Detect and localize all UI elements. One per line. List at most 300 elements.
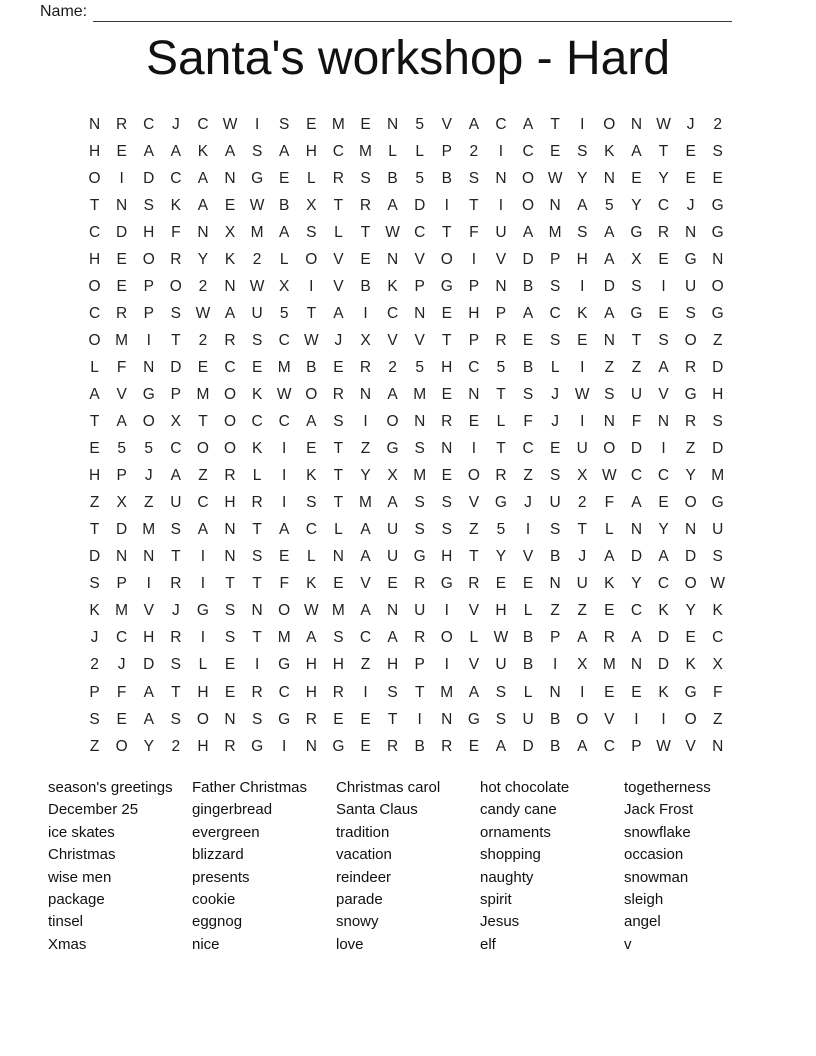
grid-cell: E [549, 142, 561, 160]
grid-cell: O [711, 277, 724, 295]
grid-cell: S [495, 710, 507, 728]
word-list-item: Jack Frost [624, 801, 694, 819]
grid-cell: E [658, 304, 669, 322]
grid-cell: Z [198, 467, 208, 485]
grid-cell: N [657, 413, 670, 431]
word-list-item: Father Christmas [192, 779, 308, 796]
grid-cell: C [414, 223, 426, 241]
grid-cell: O [278, 602, 291, 620]
word-list-item: vacation [336, 846, 392, 864]
grid-cell: J [334, 331, 343, 349]
grid-cell: R [224, 467, 236, 485]
grid-cell: X [360, 331, 371, 349]
grid-cell: B [522, 358, 534, 376]
grid-cell: C [251, 413, 263, 431]
grid-cell: S [685, 304, 696, 322]
grid-cell: Y [495, 548, 507, 566]
grid-cell: R [386, 737, 399, 755]
grid-cell: R [332, 385, 344, 403]
grid-cell: R [305, 710, 317, 728]
grid-cell: L [198, 656, 208, 674]
grid-cell: L [415, 142, 424, 160]
grid-cell: S [495, 683, 507, 701]
grid-cell: V [387, 331, 398, 349]
grid-cell: X [116, 494, 127, 512]
grid-cell: Z [89, 494, 100, 512]
grid-cell: O [522, 169, 535, 187]
grid-cell: H [441, 548, 453, 566]
grid-cell: I [119, 169, 124, 187]
grid-cell: N [603, 413, 615, 431]
grid-cell: C [197, 494, 209, 512]
grid-cell: D [143, 656, 155, 674]
grid-cell: G [196, 602, 209, 620]
grid-cell: I [444, 196, 449, 214]
grid-cell: N [143, 358, 155, 376]
grid-cell: 5 [415, 169, 424, 187]
grid-cell: G [278, 656, 291, 674]
grid-cell: K [387, 277, 398, 295]
grid-cell: P [89, 683, 100, 701]
grid-cell: Z [360, 656, 371, 674]
grid-cell: D [88, 548, 101, 566]
grid-cell: A [143, 683, 154, 701]
grid-cell: R [251, 494, 263, 512]
grid-cell: I [580, 358, 585, 376]
grid-cell: A [116, 413, 127, 431]
grid-cell: Z [712, 331, 723, 349]
grid-cell: E [306, 440, 317, 458]
grid-cell: O [223, 413, 237, 431]
grid-cell: S [549, 521, 561, 539]
grid-cell: I [580, 115, 585, 133]
grid-cell: I [661, 277, 666, 295]
word-list-item: presents [192, 868, 250, 886]
word-list-column [192, 777, 336, 956]
grid-cell: G [494, 494, 507, 512]
grid-cell: U [576, 575, 588, 593]
grid-cell: J [686, 196, 695, 214]
grid-cell: N [332, 548, 344, 566]
grid-cell: I [200, 548, 206, 566]
grid-cell: E [441, 304, 452, 322]
grid-cell: A [89, 385, 100, 403]
grid-cell: Z [89, 737, 100, 755]
grid-cell: S [251, 142, 263, 160]
grid-cell: F [116, 683, 127, 701]
grid-cell: L [90, 358, 99, 376]
grid-cell: H [441, 358, 453, 376]
grid-cell: S [604, 385, 615, 403]
grid-cell: D [630, 548, 643, 566]
grid-cell: G [630, 223, 643, 241]
grid-cell: A [197, 521, 209, 539]
grid-cell: K [658, 683, 669, 701]
grid-cell: U [414, 602, 426, 620]
grid-cell: S [170, 656, 181, 674]
grid-cell: M [277, 358, 291, 376]
word-list-column [480, 777, 624, 956]
grid-cell: T [252, 521, 262, 539]
grid-cell: R [495, 331, 507, 349]
grid-cell: I [363, 304, 368, 322]
grid-cell: W [249, 196, 265, 214]
grid-cell: T [631, 331, 642, 349]
grid-cell: X [306, 196, 317, 214]
grid-cell: R [170, 575, 182, 593]
grid-cell: 2 [469, 142, 479, 160]
word-list-item: hot chocolate [480, 779, 570, 796]
grid-cell: J [90, 629, 99, 647]
word-list-item: shopping [480, 846, 541, 864]
grid-cell: M [142, 521, 156, 539]
grid-cell: A [170, 467, 181, 485]
grid-cell: S [414, 440, 425, 458]
grid-cell: N [116, 548, 128, 566]
grid-cell: V [360, 575, 371, 593]
grid-cell: A [224, 304, 236, 322]
grid-cell: P [414, 656, 425, 674]
name-row [40, 2, 732, 22]
grid-cell: Z [631, 358, 642, 376]
grid-cell: T [442, 223, 452, 241]
grid-cell: S [712, 142, 723, 160]
word-list-item: naughty [480, 868, 534, 886]
grid-cell: N [386, 115, 399, 133]
grid-cell: R [359, 196, 372, 214]
grid-cell: L [523, 683, 533, 701]
grid-cell: E [89, 440, 100, 458]
grid-cell: X [577, 656, 588, 674]
grid-cell: 5 [415, 358, 424, 376]
word-list-item: nice [192, 935, 220, 953]
word-list-item: wise men [48, 868, 112, 886]
grid-cell: S [522, 385, 534, 403]
grid-cell: H [143, 223, 155, 241]
grid-cell: Y [658, 521, 669, 539]
grid-cell: N [414, 413, 426, 431]
grid-cell: P [116, 467, 127, 485]
page-title: Santa's workshop - Hard [145, 32, 671, 85]
grid-cell: V [685, 737, 696, 755]
grid-cell: D [143, 169, 155, 187]
word-list-item: tinsel [48, 913, 84, 931]
grid-cell: R [170, 250, 182, 268]
grid-cell: S [279, 115, 290, 133]
grid-cell: S [414, 494, 425, 512]
grid-cell: H [495, 602, 507, 620]
grid-cell: O [684, 494, 697, 512]
grid-cell: N [712, 250, 724, 268]
grid-cell: A [197, 169, 209, 187]
grid-cell: E [360, 710, 371, 728]
grid-cell: X [387, 467, 398, 485]
grid-cell: X [224, 223, 236, 241]
grid-cell: A [522, 223, 534, 241]
grid-cell: Y [685, 602, 696, 620]
grid-cell: P [143, 304, 154, 322]
grid-cell: Z [712, 710, 723, 728]
grid-cell: E [685, 142, 696, 160]
grid-cell: G [711, 196, 724, 214]
grid-cell: I [282, 467, 287, 485]
grid-cell: S [170, 304, 181, 322]
grid-cell: Z [604, 358, 615, 376]
grid-cell: A [170, 142, 181, 160]
grid-cell: S [251, 710, 263, 728]
letter-grid [81, 111, 731, 760]
grid-cell: H [88, 250, 101, 268]
grid-cell: L [306, 169, 316, 187]
word-list-item: season's greetings [48, 779, 173, 796]
grid-cell: O [115, 737, 128, 755]
grid-cell: E [251, 358, 263, 376]
grid-cell: R [414, 575, 426, 593]
grid-cell: W [547, 169, 563, 187]
grid-cell: L [605, 521, 614, 539]
grid-cell: I [580, 413, 585, 431]
grid-cell: L [334, 521, 343, 539]
grid-cell: O [88, 277, 101, 295]
grid-cell: E [468, 737, 480, 755]
grid-cell: Z [469, 521, 479, 539]
grid-cell: A [658, 358, 669, 376]
grid-cell: H [305, 683, 317, 701]
grid-cell: Y [685, 467, 696, 485]
grid-cell: F [116, 358, 127, 376]
grid-cell: S [306, 223, 317, 241]
grid-cell: T [306, 304, 317, 322]
grid-cell: E [333, 358, 344, 376]
grid-cell: C [630, 602, 643, 620]
name-blank-line [93, 2, 732, 22]
grid-cell: C [495, 115, 507, 133]
grid-cell: D [657, 656, 670, 674]
grid-cell: J [171, 115, 180, 133]
grid-cell: O [603, 440, 616, 458]
grid-cell: A [387, 385, 398, 403]
grid-cell: W [195, 304, 211, 322]
grid-cell: I [471, 440, 477, 458]
grid-cell: O [603, 115, 616, 133]
grid-cell: P [631, 737, 642, 755]
grid-cell: O [440, 629, 453, 647]
grid-cell: D [712, 358, 724, 376]
grid-cell: C [88, 223, 101, 241]
grid-cell: E [549, 440, 561, 458]
grid-cell: M [331, 115, 345, 133]
grid-cell: A [577, 196, 588, 214]
grid-cell: M [250, 223, 264, 241]
grid-cell: I [254, 115, 260, 133]
grid-cell: E [306, 115, 317, 133]
grid-cell: S [89, 710, 100, 728]
grid-cell: E [116, 250, 127, 268]
grid-cell: S [549, 331, 561, 349]
grid-cell: A [360, 602, 371, 620]
grid-cell: 2 [171, 737, 181, 755]
grid-cell: C [630, 467, 643, 485]
grid-cell: G [711, 494, 724, 512]
grid-cell: R [332, 683, 344, 701]
grid-cell: T [171, 548, 181, 566]
grid-cell: 5 [605, 196, 614, 214]
grid-cell: H [305, 142, 317, 160]
grid-cell: 5 [144, 440, 154, 458]
word-list-item: reindeer [336, 868, 392, 886]
grid-cell: F [171, 223, 181, 241]
grid-cell: T [252, 629, 262, 647]
grid-cell: U [386, 521, 399, 539]
grid-cell: H [197, 737, 209, 755]
grid-cell: O [88, 331, 101, 349]
grid-cell: B [549, 737, 561, 755]
grid-cell: N [685, 521, 697, 539]
grid-cell: S [712, 413, 723, 431]
grid-cell: M [196, 385, 210, 403]
grid-cell: E [360, 737, 371, 755]
grid-cell: A [604, 304, 615, 322]
grid-cell: N [224, 277, 236, 295]
grid-cell: P [468, 331, 480, 349]
grid-cell: V [333, 277, 344, 295]
grid-cell: W [222, 115, 238, 133]
grid-cell: U [386, 548, 399, 566]
grid-cell: W [249, 277, 265, 295]
grid-cell: O [223, 440, 237, 458]
grid-cell: A [577, 629, 588, 647]
grid-cell: U [712, 521, 724, 539]
grid-cell: W [303, 331, 319, 349]
grid-cell: E [685, 169, 696, 187]
grid-cell: M [331, 602, 345, 620]
grid-cell: A [658, 548, 669, 566]
grid-cell: L [469, 629, 479, 647]
word-list-item: love [336, 935, 364, 953]
grid-cell: C [88, 304, 101, 322]
word-list-item: ornaments [480, 823, 551, 841]
grid-cell: P [143, 277, 154, 295]
grid-cell: K [170, 196, 181, 214]
word-list-item: Santa Claus [336, 801, 418, 819]
grid-cell: T [577, 521, 587, 539]
grid-cell: 2 [90, 656, 99, 674]
grid-cell: I [146, 575, 151, 593]
grid-cell: U [495, 656, 507, 674]
grid-cell: T [225, 575, 235, 593]
grid-cell: E [360, 250, 371, 268]
grid-cell: K [604, 142, 615, 160]
grid-cell: H [88, 142, 101, 160]
grid-cell: C [143, 115, 155, 133]
grid-cell: W [710, 575, 726, 593]
grid-cell: C [657, 467, 670, 485]
grid-cell: N [441, 710, 453, 728]
grid-cell: G [251, 169, 264, 187]
grid-cell: N [88, 115, 101, 133]
grid-cell: I [498, 196, 504, 214]
grid-cell: A [143, 142, 154, 160]
grid-cell: N [468, 385, 480, 403]
grid-cell: C [359, 629, 372, 647]
grid-cell: V [495, 250, 507, 268]
grid-cell: 5 [415, 115, 424, 133]
grid-cell: A [279, 142, 290, 160]
grid-cell: O [467, 467, 480, 485]
grid-cell: O [522, 196, 535, 214]
grid-cell: K [306, 575, 317, 593]
grid-cell: I [580, 277, 585, 295]
grid-cell: S [577, 142, 588, 160]
grid-cell: C [657, 575, 670, 593]
grid-cell: W [656, 737, 671, 755]
grid-cell: K [224, 250, 236, 268]
grid-cell: R [116, 115, 128, 133]
grid-cell: N [603, 331, 615, 349]
grid-cell: W [656, 115, 671, 133]
grid-cell: R [495, 467, 507, 485]
grid-cell: O [305, 250, 318, 268]
grid-cell: A [306, 629, 317, 647]
grid-cell: A [468, 115, 480, 133]
grid-cell: A [522, 115, 534, 133]
grid-cell: J [551, 385, 560, 403]
grid-cell: R [224, 331, 236, 349]
grid-cell: Z [577, 602, 587, 620]
grid-cell: J [551, 413, 560, 431]
word-list-item: snowy [336, 913, 379, 931]
grid-cell: E [577, 331, 588, 349]
grid-cell: Z [523, 467, 533, 485]
grid-cell: T [414, 683, 425, 701]
grid-cell: J [578, 548, 587, 566]
grid-cell: A [604, 250, 615, 268]
grid-cell: H [332, 656, 344, 674]
grid-cell: 2 [388, 358, 397, 376]
grid-cell: C [468, 358, 480, 376]
grid-cell: H [143, 629, 155, 647]
grid-cell: T [89, 196, 100, 214]
grid-cell: I [498, 142, 504, 160]
grid-cell: E [495, 575, 507, 593]
grid-cell: G [142, 385, 155, 403]
grid-cell: D [630, 440, 643, 458]
grid-cell: A [631, 142, 642, 160]
grid-cell: V [468, 494, 480, 512]
word-list-item: Christmas [48, 846, 116, 864]
grid-cell: X [279, 277, 290, 295]
grid-cell: M [277, 629, 291, 647]
grid-cell: Z [550, 602, 560, 620]
grid-cell: G [684, 683, 697, 701]
grid-cell: A [522, 304, 534, 322]
grid-cell: I [417, 710, 422, 728]
grid-cell: F [523, 413, 533, 431]
word-list-item: snowflake [624, 823, 691, 841]
grid-cell: N [630, 521, 643, 539]
grid-cell: M [711, 467, 725, 485]
grid-cell: H [88, 467, 101, 485]
grid-cell: K [658, 602, 669, 620]
grid-cell: T [198, 413, 208, 431]
grid-cell: O [142, 413, 155, 431]
grid-cell: S [170, 710, 181, 728]
grid-cell: S [658, 331, 669, 349]
grid-cell: S [333, 413, 344, 431]
grid-cell: R [414, 629, 426, 647]
grid-cell: S [631, 277, 642, 295]
grid-cell: S [360, 169, 371, 187]
